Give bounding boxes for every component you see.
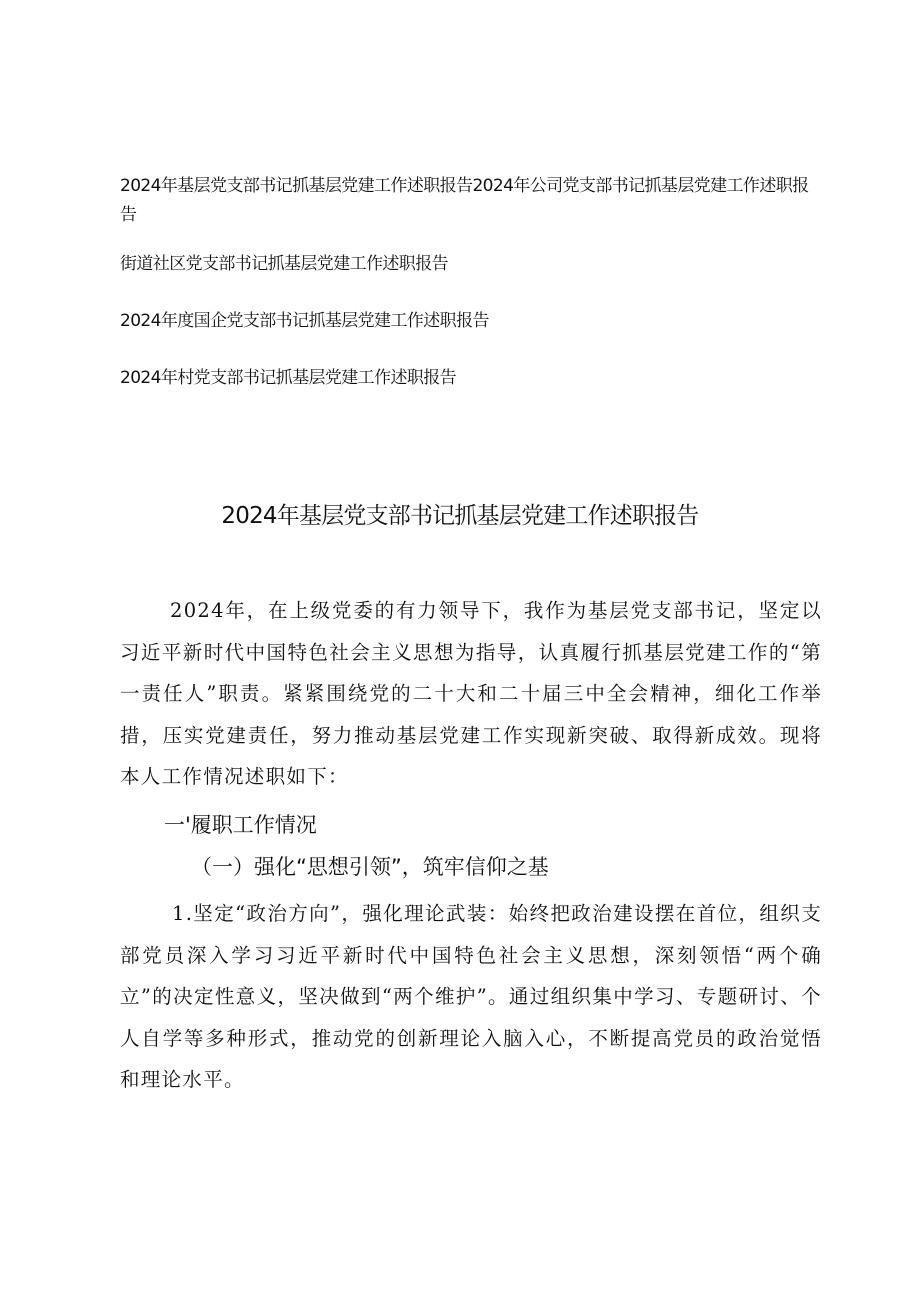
toc-item-1[interactable]: 2024年基层党支部书记抓基层党建工作述职报告2024年公司党支部书记抓基层党建工作述职报告 — [120, 176, 809, 225]
table-of-contents — [120, 172, 820, 393]
toc-item-2[interactable]: 街道社区党支部书记抓基层党建工作述职报告 — [120, 254, 448, 274]
intro-paragraph: 2024年，在上级党委的有力领导下，我作为基层党支部书记，坚定以习近平新时代中国特色社会主义思想为指导，认真履行抓基层党建工作的“第一责任人”职责。紧紧围绕党的二十大和二十届三中全会精神，细化工作举措，压实党建责任，努力推动基层党建工作实现新突破、取得新成效。现将本人工作情况述职如下： — [120, 599, 822, 788]
subsection-heading: （一）强化“思想引领”，筑牢信仰之基 — [191, 855, 549, 879]
section-heading: 一'履职工作情况 — [164, 813, 317, 837]
toc-item-3[interactable]: 2024年度国企党支部书记抓基层党建工作述职报告 — [120, 311, 489, 331]
toc-item-4[interactable]: 2024年村党支部书记抓基层党建工作述职报告 — [120, 368, 457, 388]
document-title: 2024年基层党支部书记抓基层党建工作述职报告 — [221, 503, 699, 529]
item-paragraph: 1.坚定“政治方向”，强化理论武装：始终把政治建设摆在首位，组织支部党员深入学习习近平新时代中国特色社会主义思想，深刻领悟“两个确立”的决定性意义，坚决做到“两个维护”。通过组织集中学习、专题研讨、个人自学等多种形式，推动党的创新理论入脑入心，不断提高党员的政治觉悟和理论水平。 — [120, 902, 822, 1091]
